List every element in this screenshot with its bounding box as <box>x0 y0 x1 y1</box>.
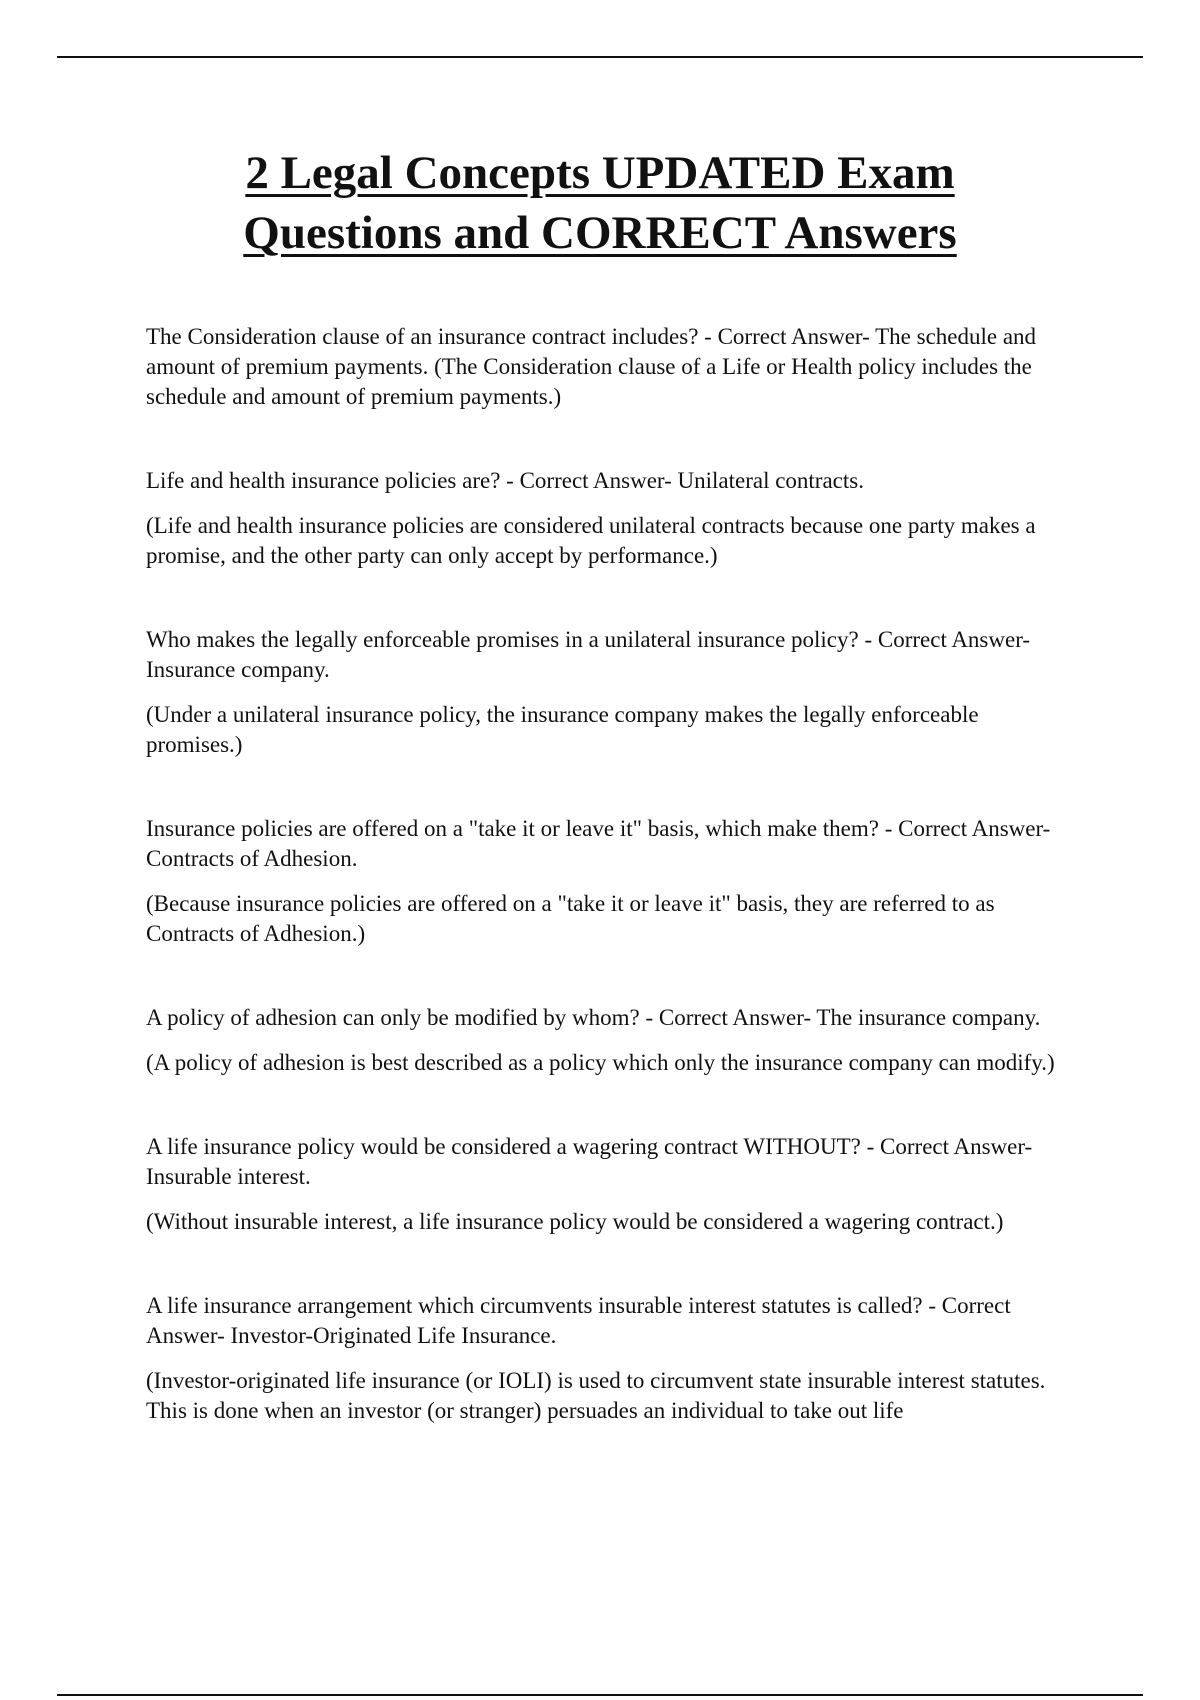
question-text: A life insurance arrangement which circumvents insurable interest statutes is called? - Correct Answer- Investor-Originated Life Insurance. <box>146 1293 1011 1348</box>
explanation-text: (Because insurance policies are offered on a "take it or leave it" basis, they are referred to as Contracts of Adhesion.) <box>146 891 995 946</box>
bottom-rule <box>57 1694 1143 1696</box>
explanation-text: (Life and health insurance policies are considered unilateral contracts because one party makes a promise, and the other party can only accept by performance.) <box>146 513 1036 568</box>
qa-item <box>146 322 1066 412</box>
question-text: Life and health insurance policies are? - Correct Answer- Unilateral contracts. <box>146 468 864 493</box>
question-text: Who makes the legally enforceable promises in a unilateral insurance policy? - Correct Answer- Insurance company. <box>146 627 1031 682</box>
explanation-text: (Investor-originated life insurance (or IOLI) is used to circumvent state insurable interest statutes. This is done when an investor (or stranger) persuades an individual to take out life <box>146 1368 1046 1423</box>
title-line-2: Questions and CORRECT Answers <box>243 207 957 259</box>
qa-item <box>146 1132 1066 1237</box>
question-text: A life insurance policy would be considered a wagering contract WITHOUT? - Correct Answer- Insurable interest. <box>146 1134 1033 1189</box>
explanation-text: (A policy of adhesion is best described as a policy which only the insurance company can modify.) <box>146 1050 1055 1075</box>
explanation-text: (Without insurable interest, a life insurance policy would be considered a wagering contract.) <box>146 1209 1004 1234</box>
qa-list <box>146 322 1066 1480</box>
top-rule <box>57 56 1143 58</box>
qa-item <box>146 1291 1066 1426</box>
qa-item <box>146 1003 1066 1078</box>
question-text: A policy of adhesion can only be modified by whom? - Correct Answer- The insurance company. <box>146 1005 1041 1030</box>
explanation-text: (Under a unilateral insurance policy, the insurance company makes the legally enforceable promises.) <box>146 702 979 757</box>
qa-item <box>146 625 1066 760</box>
qa-item <box>146 814 1066 949</box>
qa-item <box>146 466 1066 571</box>
title-line-1: 2 Legal Concepts UPDATED Exam <box>245 147 955 199</box>
question-text: The Consideration clause of an insurance contract includes? - Correct Answer- The schedule and amount of premium payments. (The Consideration clause of a Life or Health policy includes the schedule and amount of premium payments.) <box>146 324 1037 409</box>
question-text: Insurance policies are offered on a "take it or leave it" basis, which make them? - Correct Answer- Contracts of Adhesion. <box>146 816 1051 871</box>
document-title <box>100 143 1100 263</box>
